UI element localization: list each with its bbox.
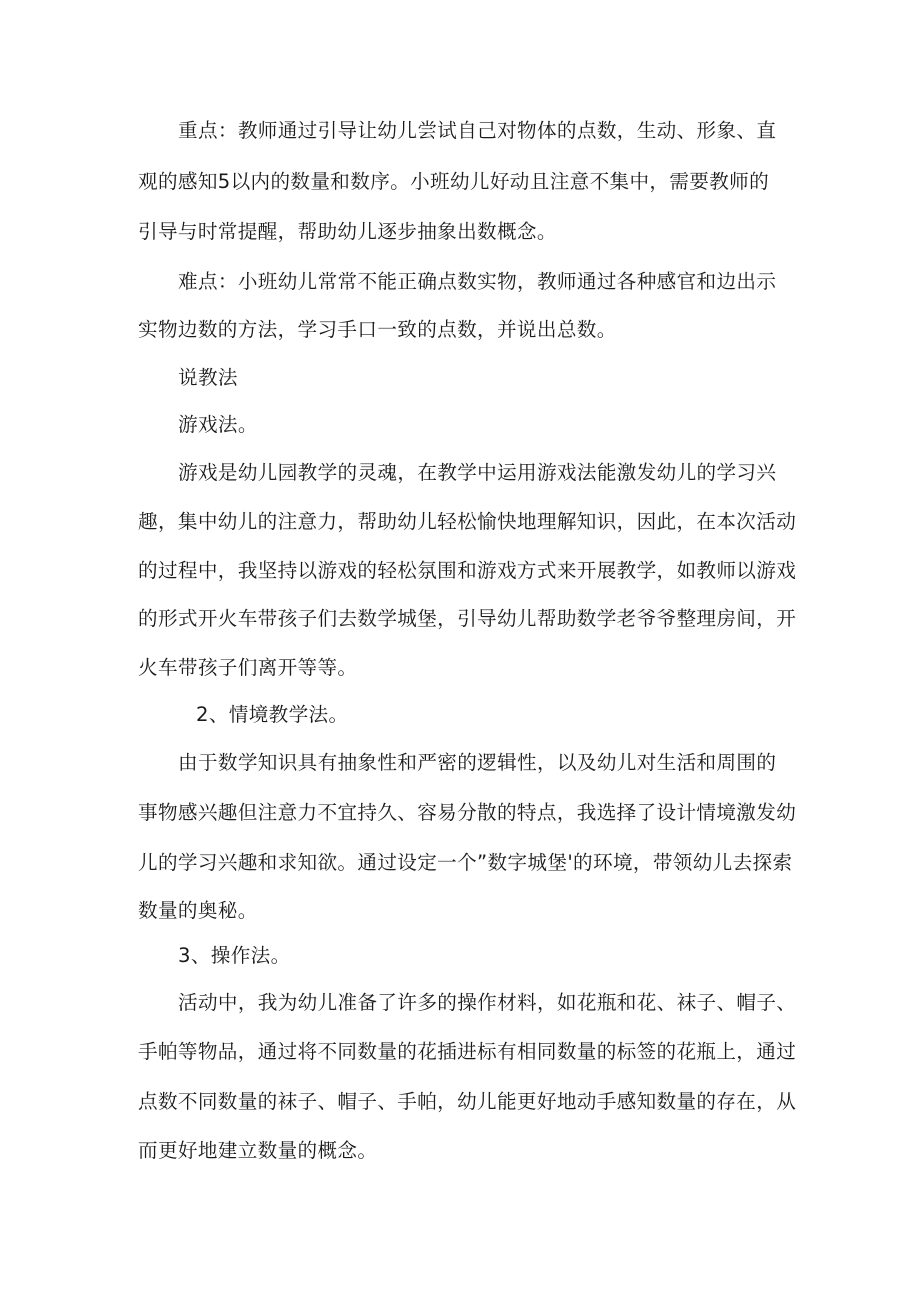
situation-method-line-1: 由于数学知识具有抽象性和严密的逻辑性，以及幼儿对生活和周围的 xyxy=(178,751,777,774)
operation-method-line-4: 而更好地建立数量的概念。 xyxy=(138,1139,378,1162)
situation-method-heading: 2、情境教学法。 xyxy=(196,703,349,726)
game-method-line-1: 游戏是幼儿园教学的灵魂，在教学中运用游戏法能激发幼儿的学习兴 xyxy=(178,461,777,484)
key-point-line-3: 引导与时常提醒，帮助幼儿逐步抽象出数概念。 xyxy=(138,220,557,243)
situation-method-line-3: 儿的学习兴趣和求知欲。通过设定一个”数字城堡'的环境，带领幼儿去探索 xyxy=(138,851,793,874)
key-point-line-1: 重点：教师通过引导让幼儿尝试自己对物体的点数，生动、形象、直 xyxy=(178,119,777,142)
game-method-line-2: 趣，集中幼儿的注意力，帮助幼儿轻松愉快地理解知识，因此，在本次活动 xyxy=(138,510,797,533)
operation-method-line-1: 活动中，我为幼儿准备了许多的操作材料，如花瓶和花、袜子、帽子、 xyxy=(178,991,797,1014)
operation-method-heading: 3、操作法。 xyxy=(178,944,291,967)
game-method-line-3: 的过程中，我坚持以游戏的轻松氛围和游戏方式来开展教学，如教师以游戏 xyxy=(138,559,797,582)
game-method-line-5: 火车带孩子们离开等等。 xyxy=(138,656,358,679)
difficulty-line-2: 实物边数的方法，学习手口一致的点数，并说出总数。 xyxy=(138,318,617,341)
game-method-line-4: 的形式开火车带孩子们去数学城堡，引导幼儿帮助数学老爷爷整理房间，开 xyxy=(138,607,797,630)
teaching-method-heading: 说教法 xyxy=(178,366,238,389)
operation-method-line-3: 点数不同数量的袜子、帽子、手帕，幼儿能更好地动手感知数量的存在，从 xyxy=(138,1090,797,1113)
operation-method-line-2: 手帕等物品，通过将不同数量的花插进标有相同数量的标签的花瓶上，通过 xyxy=(138,1040,797,1063)
situation-method-line-2: 事物感兴趣但注意力不宜持久、容易分散的特点，我选择了设计情境激发幼 xyxy=(138,801,797,824)
game-method-heading: 游戏法。 xyxy=(178,413,258,436)
key-point-line-2: 观的感知5以内的数量和数序。小班幼儿好动且注意不集中，需要教师的 xyxy=(138,170,770,193)
difficulty-line-1: 难点：小班幼儿常常不能正确点数实物，教师通过各种感官和边出示 xyxy=(178,270,777,293)
situation-method-line-4: 数量的奥秘。 xyxy=(138,899,258,922)
